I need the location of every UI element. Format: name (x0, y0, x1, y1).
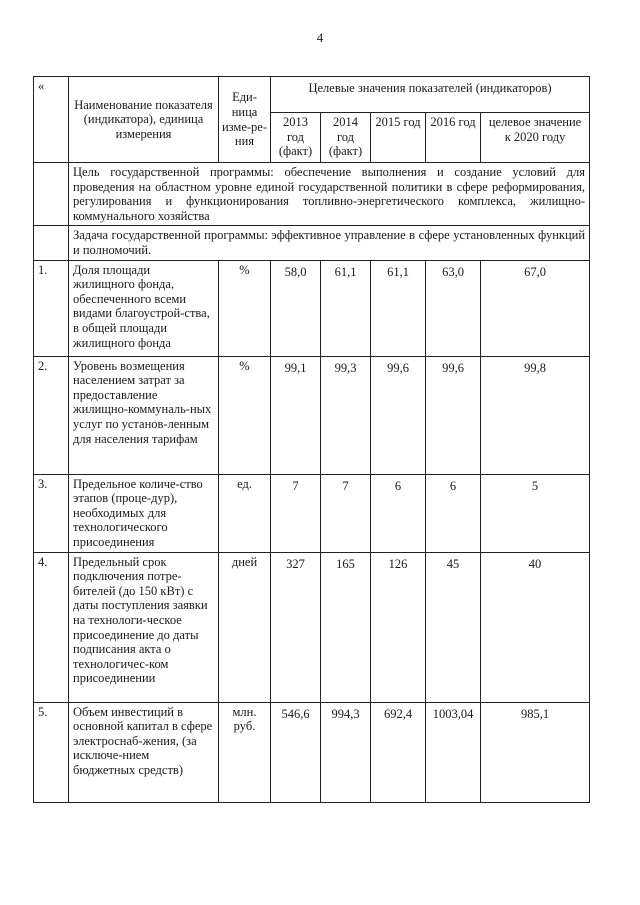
value-2014: 994,3 (321, 702, 371, 802)
quote-cell: « (34, 77, 69, 163)
value-2015: 6 (371, 474, 426, 552)
task-row (34, 226, 590, 260)
header-name-col: Наименование показателя (индикатора), единица измерения (69, 77, 219, 163)
value-2016: 99,6 (426, 356, 481, 474)
value-2016: 45 (426, 552, 481, 702)
indicator-name: Объем инвестиций в основной капитал в сфере электроснаб-жения, (за исключе-нием бюджетных средств) (69, 702, 219, 802)
value-2013: 58,0 (271, 260, 321, 356)
value-2013: 99,1 (271, 356, 321, 474)
goal-row (34, 163, 590, 226)
value-2013: 327 (271, 552, 321, 702)
value-2014: 61,1 (321, 260, 371, 356)
value-2014: 165 (321, 552, 371, 702)
header-targets-title: Целевые значения показателей (индикаторов) (271, 77, 590, 113)
value-2013: 546,6 (271, 702, 321, 802)
unit-cell: млн. руб. (219, 702, 271, 802)
value-2013: 7 (271, 474, 321, 552)
indicators-table (33, 76, 590, 803)
unit-cell: ед. (219, 474, 271, 552)
indicator-name: Доля площади жилищного фонда, обеспеченного всеми видами благоустрой-ства, в общей площади жилищного фонда (69, 260, 219, 356)
value-2020: 5 (481, 474, 590, 552)
unit-cell: % (219, 356, 271, 474)
value-2014: 99,3 (321, 356, 371, 474)
header-year-2015: 2015 год (371, 113, 426, 163)
table-row (34, 356, 590, 474)
value-2020: 67,0 (481, 260, 590, 356)
value-2016: 63,0 (426, 260, 481, 356)
unit-cell: % (219, 260, 271, 356)
header-target-2020: целевое значение к 2020 году (481, 113, 590, 163)
value-2014: 7 (321, 474, 371, 552)
indicator-name: Предельное количе-ство этапов (проце-дур), необходимых для технологического присоединения (69, 474, 219, 552)
task-text: Задача государственной программы: эффективное управление в сфере установленных функций и полномочий. (69, 226, 590, 260)
value-2015: 61,1 (371, 260, 426, 356)
value-2020: 985,1 (481, 702, 590, 802)
value-2015: 99,6 (371, 356, 426, 474)
header-year-2016: 2016 год (426, 113, 481, 163)
unit-cell: дней (219, 552, 271, 702)
table-row (34, 474, 590, 552)
value-2016: 1003,04 (426, 702, 481, 802)
row-number: 1. (34, 260, 69, 356)
header-row-1 (34, 77, 590, 113)
row-number: 2. (34, 356, 69, 474)
header-unit-col: Еди-ница изме-ре-ния (219, 77, 271, 163)
value-2015: 126 (371, 552, 426, 702)
row-number: 4. (34, 552, 69, 702)
indicator-name: Уровень возмещения населением затрат за предоставление жилищно-коммуналь-ных услуг по установ-ленным для населения тарифам (69, 356, 219, 474)
goal-text: Цель государственной программы: обеспечение выполнения и создание условий для проведения на областном уровне единой государственной политики в сфере реформирования, регулирования и функционирования топливно-энергетического комплекса, жилищно-коммунального хозяйства (69, 163, 590, 226)
value-2020: 40 (481, 552, 590, 702)
indicator-name: Предельный срок подключения потре-бителей (до 150 кВт) с даты поступления заявки на технологи-ческое присоединение до даты подписания акта о технологичес-ком присоединении (69, 552, 219, 702)
header-year-2013: 2013 год (факт) (271, 113, 321, 163)
row-number: 3. (34, 474, 69, 552)
page-number: 4 (316, 30, 324, 45)
value-2016: 6 (426, 474, 481, 552)
row-number: 5. (34, 702, 69, 802)
value-2015: 692,4 (371, 702, 426, 802)
table-row (34, 552, 590, 702)
table-row (34, 702, 590, 802)
value-2020: 99,8 (481, 356, 590, 474)
header-year-2014: 2014 год (факт) (321, 113, 371, 163)
table-row (34, 260, 590, 356)
